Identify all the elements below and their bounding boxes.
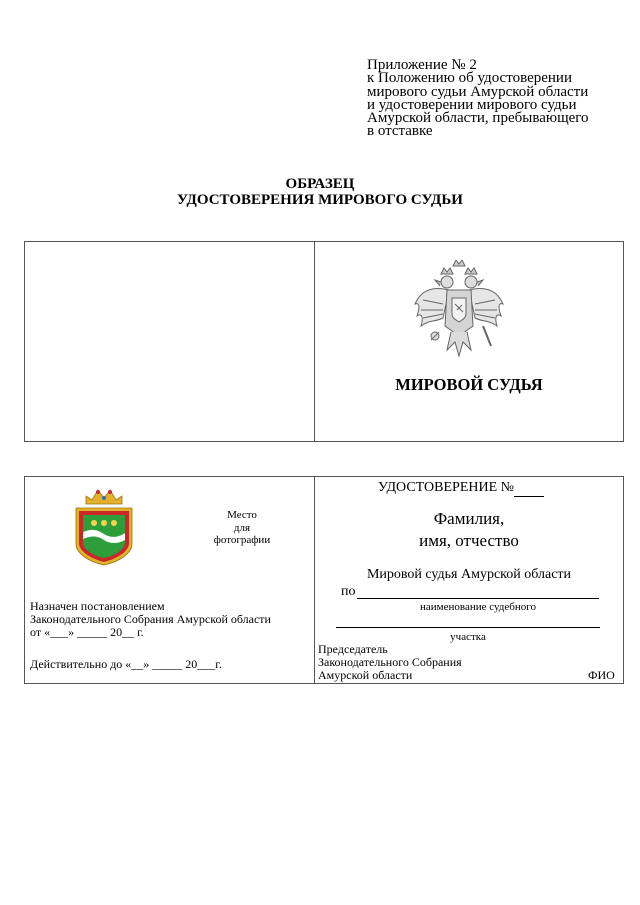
appendix-line: к Положению об удостоверении [367, 70, 572, 87]
appendix-line: Амурской области, пребывающего [367, 110, 589, 127]
district-caption: участка [450, 631, 486, 643]
court-caption: наименование судебного [420, 601, 536, 613]
name-line1: Фамилия, [433, 509, 505, 528]
chair-line1: Председатель [318, 642, 388, 656]
eagle-emblem-icon [413, 260, 505, 360]
certificate-number-label [378, 480, 544, 497]
valid-until: Действительно до «__» _____ 20___г. [30, 657, 222, 671]
position-label: Мировой судья Амурской области [366, 567, 572, 582]
chair-line2: Законодательного Собрания [318, 655, 462, 669]
chair-line3: Амурской области [318, 668, 413, 682]
cover-title: МИРОВОЙ СУДЬЯ [395, 375, 543, 394]
appendix-header [367, 59, 627, 139]
photo-place-line: Место [227, 509, 257, 521]
appointed-line2: Законодательного Собрания Амурской области [30, 612, 271, 626]
appendix-line: Приложение № 2 [367, 57, 477, 73]
cover-card [24, 241, 624, 442]
signature-label: ФИО [588, 668, 615, 682]
appendix-line: в отставке [367, 123, 433, 140]
certificate-number-blank [514, 480, 544, 497]
district-blank [336, 627, 600, 628]
photo-place-label [208, 509, 276, 547]
photo-place-line: для [233, 521, 251, 534]
amur-coat-of-arms-icon [68, 488, 140, 566]
appointed-line1: Назначен постановлением [30, 599, 165, 613]
heading-line2: УДОСТОВЕРЕНИЯ МИРОВОГО СУДЬИ [177, 192, 463, 208]
photo-place-line: фотографии [213, 534, 271, 546]
court-name-blank [357, 598, 599, 599]
cover-divider [314, 241, 315, 442]
certificate-label-text: УДОСТОВЕРЕНИЕ № [378, 480, 515, 495]
name-line2: имя, отчество [419, 531, 519, 550]
appointed-date: от «___» _____ 20__ г. [30, 625, 144, 639]
appendix-line: и удостоверении мирового судьи [367, 96, 577, 113]
heading-line1: ОБРАЗЕЦ [285, 176, 355, 192]
appendix-line: мирового судьи Амурской области [367, 83, 589, 100]
by-prefix: по [341, 584, 356, 599]
